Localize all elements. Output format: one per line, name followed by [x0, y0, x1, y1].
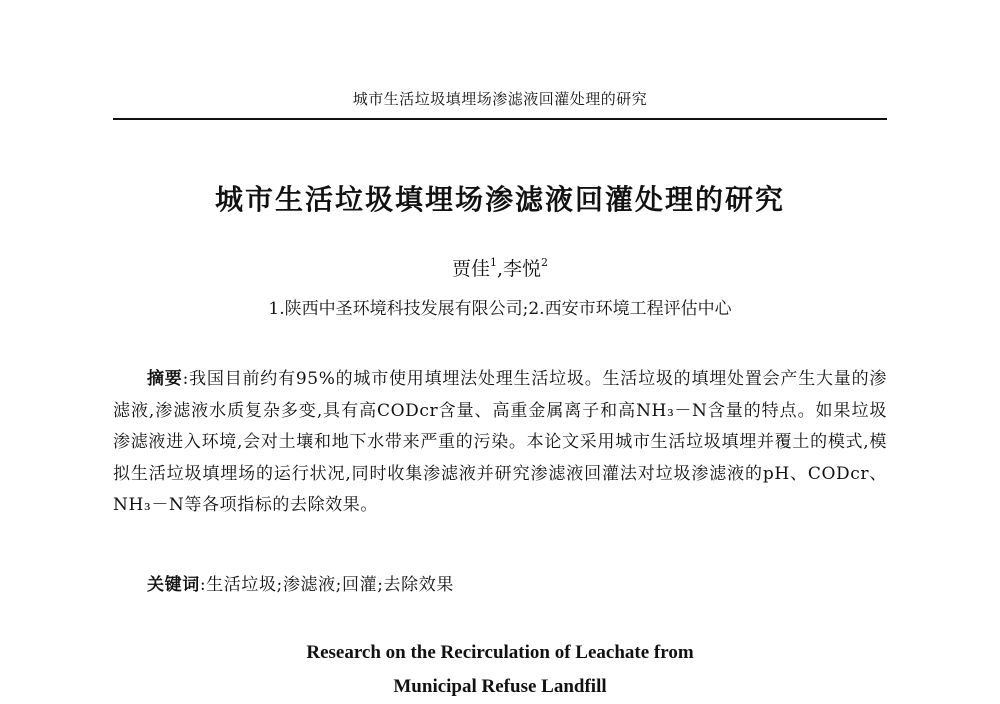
- author-affil-sup: 2: [541, 255, 549, 269]
- keywords-label: 关键词: [147, 575, 200, 595]
- english-title: [0, 636, 1000, 704]
- abstract-text: 我国目前约有95%的城市使用填埋法处理生活垃圾。生活垃圾的填埋处置会产生大量的渗滤液,渗滤液水质复杂多变,具有高CODcr含量、高重金属离子和高NH₃－N含量的特点。如果垃圾渗滤液进入环境,会对土壤和地下水带来严重的污染。本论文采用城市生活垃圾填埋并覆土的模式,模拟生活垃圾填埋场的运行状况,同时收集渗滤液并研究渗滤液回灌法对垃圾渗滤液的pH、CODcr、NH₃－N等各项指标的去除效果。: [113, 369, 887, 515]
- running-header: 城市生活垃圾填埋场渗滤液回灌处理的研究: [352, 90, 648, 108]
- abstract: [113, 364, 887, 522]
- keywords: [147, 570, 454, 595]
- author-separator: ,: [496, 258, 504, 280]
- english-title-line: Research on the Recirculation of Leachate from: [306, 642, 694, 663]
- keywords-colon: :: [199, 575, 207, 595]
- abstract-colon: :: [182, 369, 189, 389]
- keywords-text: 生活垃圾;渗滤液;回灌;去除效果: [206, 575, 454, 595]
- author-name: 李悦: [503, 258, 542, 280]
- author-affil-sup: 1: [489, 255, 497, 269]
- author-list: [0, 254, 1000, 281]
- paper-title: 城市生活垃圾填埋场渗滤液回灌处理的研究: [214, 183, 785, 216]
- abstract-label: 摘要: [147, 369, 183, 389]
- english-title-line: Municipal Refuse Landfill: [393, 676, 607, 697]
- header-rule: [113, 118, 887, 120]
- author-name: 贾佳: [451, 258, 490, 280]
- affiliations: 1.陕西中圣环境科技发展有限公司;2.西安市环境工程评估中心: [268, 299, 732, 319]
